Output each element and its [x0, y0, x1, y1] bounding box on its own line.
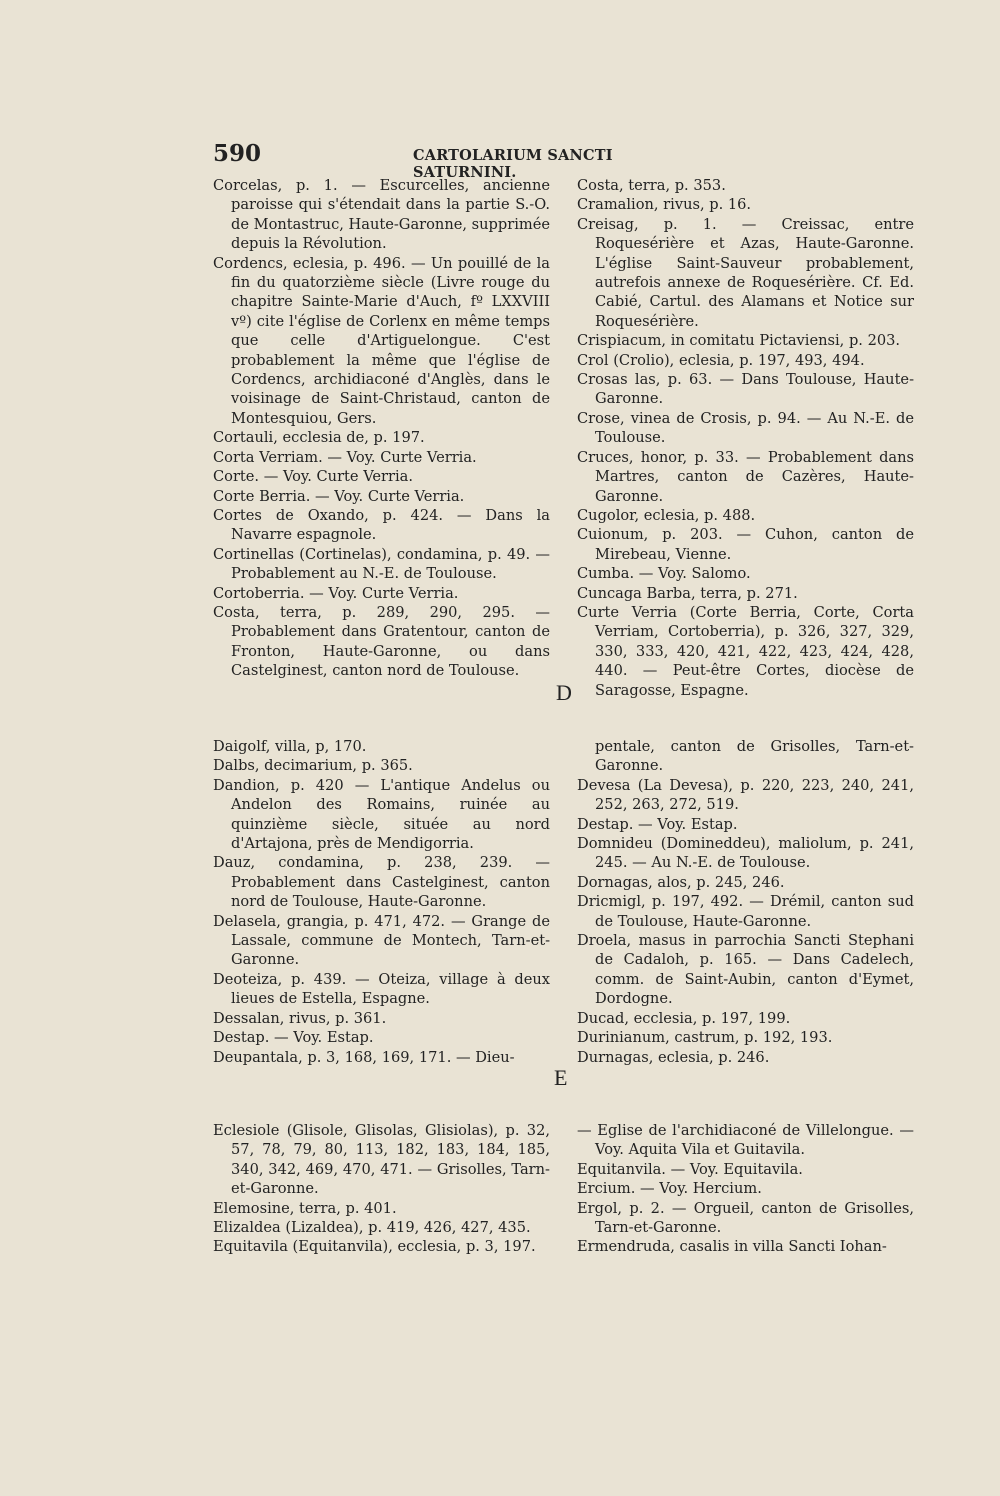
index-entry: Crol (Crolio), eclesia, p. 197, 493, 494.	[577, 351, 865, 369]
index-entry: Cortinellas (Cortinelas), condamina, p. 49. — Probablement au N.-E. de Toulouse.	[213, 545, 550, 583]
index-entry: Ergol, p. 2. — Orgueil, canton de Grisolles, Tarn-et-Garonne.	[577, 1199, 914, 1237]
index-entry: Corcelas, p. 1. — Escurcelles, ancienne paroisse qui s'étendait dans la partie S.-O. de Montastruc, Haute-Garonne, supprimée depuis la Révolution.	[213, 177, 550, 253]
index-entry: Cuionum, p. 203. — Cuhon, canton de Mirebeau, Vienne.	[577, 526, 914, 563]
index-entry: Dricmigl, p. 197, 492. — Drémil, canton sud de Toulouse, Haute-Garonne.	[577, 893, 914, 930]
index-entry: Equitanvila. — Voy. Equitavila.	[577, 1160, 803, 1178]
section-letter-d: D	[556, 680, 572, 705]
index-entry: Destap. — Voy. Estap.	[213, 1029, 374, 1047]
index-entry: Corte Berria. — Voy. Curte Verria.	[213, 487, 465, 505]
index-entry: Corte. — Voy. Curte Verria.	[213, 468, 413, 486]
index-entry: Eclesiole (Glisole, Glisolas, Glisiolas), p. 32, 57, 78, 79, 80, 113, 182, 183, 184, 185, 340, 342, 469, 470, 471. — Grisolles, Tarn-et-Garonne.	[213, 1122, 550, 1198]
index-entry: Dessalan, rivus, p. 361.	[213, 1009, 387, 1027]
section-c-left-column	[213, 176, 550, 681]
index-entry: Elemosine, terra, p. 401.	[213, 1199, 397, 1217]
index-entry: Ducad, ecclesia, p. 197, 199.	[577, 1009, 791, 1027]
index-entry: Crose, vinea de Crosis, p. 94. — Au N.-E. de Toulouse.	[577, 409, 914, 447]
index-entry: Cuncaga Barba, terra, p. 271.	[577, 584, 798, 602]
section-c-right-column	[577, 176, 914, 700]
index-entry: Dandion, p. 420 — L'antique Andelus ou Andelon des Romains, ruinée au quinzième siècle, située au nord d'Artajona, près de Mendigorria.	[213, 776, 550, 853]
index-entry: Deupantala, p. 3, 168, 169, 171. — Dieu-	[213, 1048, 515, 1066]
index-entry: Crispiacum, in comitatu Pictaviensi, p. 203.	[577, 332, 901, 350]
section-e-left-column	[213, 1121, 550, 1257]
index-entry: Creisag, p. 1. — Creissac, entre Roquesérière et Azas, Haute-Garonne. L'église Saint-Sauveur probablement, autrefois annexe de Roquesérière. Cf. Ed. Cabié, Cartul. des Alamans et Notice sur Roquesérière.	[577, 215, 914, 330]
index-entry: Costa, terra, p. 289, 290, 295. — Probablement dans Gratentour, canton de Fronton, Haute-Garonne, ou dans Castelginest, canton nord de Toulouse.	[213, 603, 550, 680]
index-entry: Durinianum, castrum, p. 192, 193.	[577, 1029, 833, 1047]
page-number: 590	[213, 140, 262, 167]
index-entry: Cramalion, rivus, p. 16.	[577, 196, 752, 214]
index-entry: Crosas las, p. 63. — Dans Toulouse, Haute-Garonne.	[577, 371, 914, 408]
index-entry: Cortes de Oxando, p. 424. — Dans la Navarre espagnole.	[213, 506, 550, 544]
index-entry: pentale, canton de Grisolles, Tarn-et-Garonne.	[595, 738, 914, 775]
index-entry: Equitavila (Equitanvila), ecclesia, p. 3, 197.	[213, 1238, 536, 1256]
index-entry: Cugolor, eclesia, p. 488.	[577, 506, 756, 524]
index-entry: Dornagas, alos, p. 245, 246.	[577, 873, 785, 891]
section-letter-e: E	[554, 1065, 568, 1090]
index-entry: Corta Verriam. — Voy. Curte Verria.	[213, 448, 477, 466]
index-entry: Devesa (La Devesa), p. 220, 223, 240, 241, 252, 263, 272, 519.	[577, 776, 914, 814]
index-entry: Daigolf, villa, p, 170.	[213, 738, 367, 755]
index-entry: Cortauli, ecclesia de, p. 197.	[213, 429, 425, 447]
index-entry: Droela, masus in parrochia Sancti Stephani de Cadaloh, p. 165. — Dans Cadelech, comm. de Saint-Aubin, canton d'Eymet, Dordogne.	[577, 932, 914, 1008]
index-entry: Elizaldea (Lizaldea), p. 419, 426, 427, 435.	[213, 1219, 531, 1237]
section-e-right-column	[577, 1121, 914, 1257]
index-entry: — Eglise de l'archidiaconé de Villelongue. — Voy. Aquita Vila et Guitavila.	[577, 1122, 914, 1159]
index-entry: Cortoberria. — Voy. Curte Verria.	[213, 584, 459, 602]
index-entry: Cruces, honor, p. 33. — Probablement dans Martres, canton de Cazères, Haute-Garonne.	[577, 448, 914, 505]
index-entry: Cumba. — Voy. Salomo.	[577, 565, 751, 583]
index-entry: Delasela, grangia, p. 471, 472. — Grange de Lassale, commune de Montech, Tarn-et-Garonne.	[213, 912, 550, 969]
index-entry: Destap. — Voy. Estap.	[577, 815, 738, 833]
page-header	[213, 140, 718, 181]
index-entry: Dauz, condamina, p. 238, 239. — Probablement dans Castelginest, canton nord de Toulouse, Haute-Garonne.	[213, 854, 550, 911]
section-d-right-column	[577, 737, 914, 1067]
index-entry: Domnideu (Domineddeu), maliolum, p. 241, 245. — Au N.-E. de Toulouse.	[577, 835, 914, 872]
running-title: CARTOLARIUM SANCTI SATURNINI.	[413, 147, 613, 181]
index-entry: Ercium. — Voy. Hercium.	[577, 1180, 762, 1198]
index-entry: Costa, terra, p. 353.	[577, 177, 726, 194]
index-entry: Deoteiza, p. 439. — Oteiza, village à deux lieues de Estella, Espagne.	[213, 970, 550, 1008]
index-entry: Ermendruda, casalis in villa Sancti Iohan-	[577, 1238, 887, 1256]
index-entry: Dalbs, decimarium, p. 365.	[213, 757, 413, 775]
index-entry: Durnagas, eclesia, p. 246.	[577, 1048, 770, 1066]
index-entry: Curte Verria (Corte Berria, Corte, Corta Verriam, Cortoberria), p. 326, 327, 329, 330, 333, 420, 421, 422, 423, 424, 428, 440. — Peut-être Cortes, diocèse de Saragosse, Espagne.	[577, 603, 914, 699]
section-d-left-column	[213, 737, 550, 1067]
index-entry: Cordencs, eclesia, p. 496. — Un pouillé de la fin du quatorzième siècle (Livre rouge du chapitre Sainte-Marie d'Auch, fº LXXVIII vº) cite l'église de Corlenx en même temps que celle d'Artiguelongue. C'est probablement la même que l'église de Cordencs, archidiaconé d'Anglès, dans le voisinage de Saint-Christaud, canton de Montesquiou, Gers.	[213, 254, 550, 427]
